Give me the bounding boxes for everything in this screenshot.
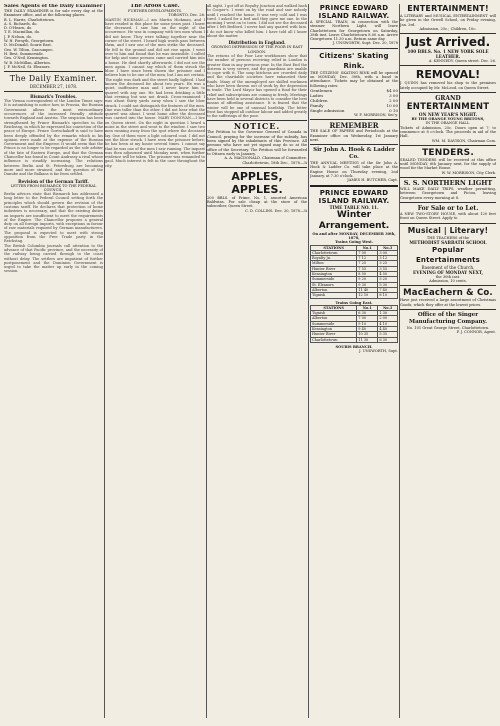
divider xyxy=(400,223,496,224)
musical-subtitle: THE TEACHERS of the xyxy=(426,235,470,240)
divider xyxy=(400,285,496,286)
timetable-cell: 8 50 xyxy=(357,272,378,277)
timetable-cell: Hunter River xyxy=(311,332,357,337)
divider xyxy=(400,65,496,66)
article-subtitle: LETTER FROM BISMARCK TO THE FEDERAL COUNCIL. xyxy=(10,183,97,192)
article-subtitle: FURTHER DEVELOPMENTS. xyxy=(128,9,182,13)
price-label: Single admission xyxy=(310,107,345,113)
railway-body: A SPECIAL TRAIN, in connection with the steamer Northern Light, will leave Charlottetown for Georgetown on Saturday, 28th inst. Leave Charlottetown 8.00 a.m. Arrive Georgetown 11.30 a.m. Return same day. xyxy=(310,20,398,42)
timetable-cell: Royalty Jn. xyxy=(311,256,357,261)
agent-item: B. L. Harris, Charlottetown. xyxy=(4,17,55,22)
apples-signature: C. D. COLLINS. Dec. 20, 1878—3i xyxy=(245,208,307,213)
divider xyxy=(400,33,496,34)
timetable-cell: Charlottetown xyxy=(311,250,357,255)
timetable-cell: Milton xyxy=(311,261,357,266)
divider xyxy=(310,119,398,120)
agent-item: T. E. Macmillan, do. xyxy=(4,30,41,35)
article-body: The British Columbia journals call attention to the advance of that Pacific province, and the necessity of the railway being carried through to the coast without delay. The settlers are impatient of further postponement and the Dominion Government is urged to take the matter up early in the coming session. xyxy=(4,243,103,274)
article-body: The Vienna correspondent of the London Times says: It is astonishing to notice how, in Prussia, the Russian Government allows the most extraordinary occurrences of the increased friendly attitude towards England and Austria. The suspicion has been strengthened by Prince Bismark's speeches in the Reichstag, in which he expressed his conviction of the peace of Europe. Prince Gortschakoff is said to have been deeply offended by the remarks which in his opinion were made at the expense of the Russian Government and the Emperor. It would seem that the Prince is no longer to be regarded as the sole arbiter of the fate of Eastern Europe, and that the German Chancellor has found in Count Andrassy a rival whose influence is steadily increasing. The relations between Berlin and St. Petersburg are becoming more and more strained, and the question of the Danube and the Balkans is far from settled. xyxy=(4,99,103,177)
divider xyxy=(4,71,103,72)
issue-date: DECEMBER 27, 1878. xyxy=(29,84,78,90)
singer-signature: P. J. CONNOR, Agent. xyxy=(456,330,496,335)
article-title: Revision of the German Tariff. xyxy=(18,178,89,184)
column-3 xyxy=(207,4,307,718)
railway-signature: J. UNSWORTH, Supt. xyxy=(359,349,398,354)
apples-title: APPLES, APPLES. xyxy=(231,169,283,196)
timetable-cell: Charlottetown xyxy=(311,337,357,342)
timetable-cell: 11 40 xyxy=(357,287,378,292)
timetable-cell: 3 55 xyxy=(378,266,398,271)
notice-body: The Petition to the Governor General of Canada in Council, praying for the increase of the subsidy, has been signed by the inhabitants of this Province. All persons who have not yet signed may do so at the office of the Secretary. The Petition will be forwarded to Ottawa early in January. xyxy=(207,130,307,156)
newspaper-page xyxy=(4,4,496,718)
musical-title: Musical | Literary! xyxy=(407,225,489,235)
entertainment-by: BY THE ORANGE YOUNG BRITONS, xyxy=(411,117,485,122)
agent-item: W. B. McMillan, Alberton. xyxy=(4,60,51,65)
basement-label: Basement of the Church, xyxy=(421,264,475,270)
column-rule xyxy=(308,4,309,718)
article-body: all night. I got off at Royalty Junction and walked back to Cooper's. I went on by the road and saw nobody until I reached the house. It was very cold and I was tired. I asked for a bed and they gave me one. In the morning I went on to town. I did not see the deceased after I left Bedford. I never had any quarrel with him. I do not know who killed him. I have told all I know about the matter. xyxy=(207,4,307,39)
timetable-header-cell: STATIONS xyxy=(311,245,357,250)
divider xyxy=(400,309,496,310)
agents-title: Sales Agents of the Daily Examiner xyxy=(4,4,103,9)
timetable-cell: 9 30 xyxy=(357,282,378,287)
divider xyxy=(400,202,496,203)
grand-label: GRAND xyxy=(435,95,461,103)
sale-body: A NEW TWO-STORY HOUSE, with about 120 feet front on Queen Street. Apply to xyxy=(400,211,496,221)
divider xyxy=(310,48,398,49)
sale-title: For Sale or to Let. xyxy=(417,204,479,212)
article-body: The returns of the Poor Law workhouses show that the number of persons receiving relief in London is greater than in any previous year. In the East End the distress is very severe, and the guardians are unable to cope with it. The soup kitchens are crowded daily and the charitable societies have exhausted their funds. Many of the unemployed are skilled workmen who have been thrown out of work by the depression in trade. The Lord Mayor has opened a fund for their relief and subscriptions are coming in freely. Meetings have been held in several districts to consider the best means of affording assistance. It is feared that the winter will be one of unusual hardship. The bitter frost has stopped all outdoor labour and added greatly to the sufferings of the poor. xyxy=(207,53,307,119)
just-arrived-title: Just Arrived. xyxy=(405,35,491,50)
date-label: the 30th inst. xyxy=(435,274,461,279)
timetable-cell: 3 00 xyxy=(378,250,398,255)
timetable-header-cell: No.1 xyxy=(357,305,378,310)
rink-body: THE CITIZENS' SKATING RINK will be opened on MONDAY, Dec. 30th, with a band in attendance. Tickets may be obtained at the following rates: xyxy=(310,70,398,88)
timetable-west xyxy=(310,245,398,299)
agent-item: J. F. McNeil, St. Eleanors. xyxy=(4,64,51,69)
maceachern-title: MacEachern & Co. xyxy=(403,288,493,299)
notice-title: NOTICE. xyxy=(233,121,281,132)
timetable-row xyxy=(311,337,398,342)
agents-list xyxy=(4,18,103,70)
commence-date: On and after MONDAY, DECEMBER 30th, 1878, xyxy=(312,231,396,240)
timetable-cell: 7 25 xyxy=(357,261,378,266)
evening-label: EVENING OF MONDAY NEXT, xyxy=(413,269,483,275)
entertainment-body: Tickets of Admission, 25c. Doors open at 7; to commence at 8 o'clock. The proceeds in aid of the Hall. xyxy=(400,125,496,139)
timetable-cell: 7 00 xyxy=(357,316,378,321)
column-2 xyxy=(105,4,205,718)
just-arrived-signature: A. KENNEDY, Queen street. Dec. 26. xyxy=(428,59,496,64)
just-arrived-body: 100 BBLS. No. 1 NEW YORK SOLE LEATHER. xyxy=(407,49,489,60)
timetable-cell: 8 10 xyxy=(378,293,398,298)
price-label: Gentlemen xyxy=(310,87,333,93)
timetable-cell: Kensington xyxy=(311,326,357,331)
popular-entertainments: Popular Entertainments xyxy=(415,245,481,264)
hook-ladder-signature: JAMES H. BUTCHER, Capt. xyxy=(347,178,398,183)
timetable-cell: 5 30 xyxy=(378,282,398,287)
timetable-cell: 11 30 xyxy=(357,337,378,342)
timetable-cell: 7 12 xyxy=(357,256,378,261)
apples-body: 200 BBLS. of Prime, No. 1, assorted American Baldwins. For sale cheap at the store of the subscriber, Queen Street. xyxy=(207,195,307,209)
column-5 xyxy=(400,4,496,718)
rink-price-list xyxy=(310,88,398,113)
timetable-cell: Alberton xyxy=(311,287,357,292)
methodist-label: METHODIST SABBATH SCHOOL xyxy=(409,239,487,245)
masthead: The Daily Examiner. xyxy=(9,74,98,84)
price-value: 10 00 xyxy=(386,102,398,108)
timetable-header-cell: No.3 xyxy=(378,305,398,310)
remember-title: REMEMBER xyxy=(329,121,379,131)
trains-west-label: Trains Going West. xyxy=(334,240,374,245)
timetable-cell: 3 12 xyxy=(378,256,398,261)
timetable-header-cell: No.1 xyxy=(357,245,378,250)
timetable-cell: 6 30 xyxy=(378,337,398,342)
divider xyxy=(400,92,496,93)
timetable-header-cell: No.3 xyxy=(378,245,398,250)
agent-item: A. S. Richards, do. xyxy=(4,21,38,26)
timetable-cell: Tignish xyxy=(311,311,357,316)
removal-title: REMOVAL! xyxy=(415,68,481,82)
hook-ladder-body: THE ANNUAL MEETING of the Sir John A. Hook & Ladder Co. will take place at the Engine House on Thursday evening, 2nd January, at 7.30 o'clock. xyxy=(310,161,398,179)
timetable-cell: 9 40 xyxy=(357,326,378,331)
maceachern-body: Have just received a large assortment of Christmas Goods, which they offer at the lowest prices. xyxy=(400,298,496,307)
column-4 xyxy=(310,4,398,718)
article-body: MARTIN HICKMAN.—I am Martin Hickman, and I have resided in this place for some years past. I knew the deceased. I saw him on the night of the occurrence. He was in company with two men whom I did not know. They were talking together near the corner of the street. I heard high words pass between them, and I saw one of the men strike the deceased. He fell to the ground and did not rise again. I went over to him and found that he was insensible. I called for help and some persons came and carried him into a house. He died shortly afterwards. I did not see the men again. I cannot say which of them struck the blow. I have since been shown the prisoner and I believe him to be one of the men, but I am not certain. The night was dark and the street badly lighted. I had known the deceased for about two years. He was a quiet, inoffensive man and I never knew him to quarrel with any one. He had been drinking a little that evening but was not drunk. Cross-examined: I was about thirty yards away when I saw the blow struck. I could not distinguish the features of the men. One was taller than the other. I did not hear what the quarrel was about. I went home after the deceased was carried into the house. MARY DONOVAN.—I live on Queen street. On the night in question I heard a noise in the street and went to the window. I saw two men running away from the spot where the deceased lay. One of them wore a light coloured coat. I did not see the blow struck. I have seen the prisoner before; he has been at my house several times. I cannot say that he was one of the men I saw running. The inquest was then adjourned until Monday next, when further evidence will be taken. The prisoner was remanded to gaol. Much interest is felt in the case throughout the city. xyxy=(105,17,205,168)
entertainment-title: ENTERTAINMENT! xyxy=(407,4,489,13)
timetable-cell: 3 25 xyxy=(378,261,398,266)
divider xyxy=(400,177,496,178)
timetable-cell: Alberton xyxy=(311,316,357,321)
article-title: Distribution in England. xyxy=(228,40,286,46)
timetable-cell: 12 10 xyxy=(357,293,378,298)
agent-item: Geo. O'Neil, Kensington. xyxy=(4,56,49,61)
admission-label: Admission, 10 cents. xyxy=(429,279,467,284)
notice-signature: A. A. MACDONALD. Chairman of Committee. Charlottetown, 18th Dec., 1878—3i xyxy=(224,156,307,165)
price-label: Children xyxy=(310,97,328,103)
article-subtitle: GROWING DEPRESSION OF THE POOR IN EAST LONDON. xyxy=(211,45,303,54)
railway-title: PRINCE EDWARD ISLAND RAILWAY. xyxy=(318,188,390,205)
divider xyxy=(310,144,398,145)
timetable-row xyxy=(311,293,398,298)
price-value: $4 00 xyxy=(386,87,398,93)
timetable-cell: 6 30 xyxy=(357,311,378,316)
timetable-cell: 2 00 xyxy=(378,316,398,321)
timetable-cell: 7 40 xyxy=(378,287,398,292)
price-label: Ladies xyxy=(310,92,324,98)
agent-item: W. H. Forsyth, Georgetown. xyxy=(4,39,55,44)
article-body: Berlin advices state that Bismarck has addressed a long letter to the Federal Council setting forth the principles which should govern the revision of the customs tariff. He declares that protection of home industries is necessary, and that the existing duties on imports are insufficient to meet the requirements of the Empire. The Chancellor proposes a general duty on all foreign imports, with exceptions in favour of raw materials required by German manufacturers. The proposal is expected to meet with strong opposition from the Free Trade party in the Reichstag. xyxy=(4,192,103,244)
divider xyxy=(400,145,496,146)
tenders-signature: W. W. MORRISON, City Clerk. xyxy=(441,170,496,175)
timetable-cell: 5 20 xyxy=(378,277,398,282)
timetable-cell: St. Eleanors xyxy=(311,282,357,287)
timetable-cell: Hunter River xyxy=(311,266,357,271)
timetable-cell: 7 00 xyxy=(357,250,378,255)
timetable-cell: 9 20 xyxy=(357,277,378,282)
timetable-cell: 5 35 xyxy=(378,332,398,337)
divider xyxy=(310,185,398,187)
timetable-cell: 4 40 xyxy=(378,326,398,331)
timetable-cell: Summerside xyxy=(311,321,357,326)
tenders-title: TENDERS. xyxy=(422,147,474,158)
timetable-cell: Summerside xyxy=(311,277,357,282)
rink-title: Citizens' Skating Rink. xyxy=(319,51,389,70)
divider xyxy=(207,167,307,168)
winter-arrangement-title: Winter Arrangement. xyxy=(318,209,390,231)
remember-body: THE SALE OF PAPERS and Periodicals at the Examiner office on Wednesday, 1st January next. xyxy=(310,129,398,142)
agent-item: H. Best, Summerside. xyxy=(4,51,44,56)
removal-body: J. QUINN has removed his shop to the premises lately occupied by Mr. McLeod, on Queen Street. xyxy=(400,81,496,90)
souris-branch-label: SOURIS BRANCH. xyxy=(335,344,373,349)
hook-ladder-title: Sir John A. Hook & Ladder Co. xyxy=(313,147,395,161)
timetable-cell: 7 55 xyxy=(357,266,378,271)
agent-item: Geo. W. Tilton, Cascumpec. xyxy=(4,47,54,52)
railway-title: PRINCE EDWARD ISLAND RAILWAY. xyxy=(318,4,390,20)
timetable-cell: Tignish xyxy=(311,293,357,298)
timetable-east xyxy=(310,305,398,343)
price-value: 3 00 xyxy=(389,92,398,98)
timetable-cell: 9 10 xyxy=(357,321,378,326)
agent-item: J. P. Nelson, do. xyxy=(4,34,32,39)
divider xyxy=(4,91,103,92)
timetable-cell: 10 35 xyxy=(357,332,378,337)
price-value: 0 10 xyxy=(389,107,398,113)
entertainment-admission: Admission, 25c.; Children, 10c. xyxy=(419,26,477,31)
agents-intro: THE DAILY EXAMINER is for sale every day at the Examiner office, and at the following places: xyxy=(4,9,103,18)
column-1 xyxy=(4,4,103,718)
rink-signature: W. F. MORRISON, Sec'y. xyxy=(354,112,398,117)
trains-east-label: Trains Going East. xyxy=(335,300,373,305)
article-title: Bismark's Troubles. xyxy=(30,94,77,100)
agent-item: D. McDonald, Souris East. xyxy=(4,43,52,48)
railway-signature: J. UNSWORTH, Supt. Dec. 20, 1878 xyxy=(332,41,398,46)
entertainment-body: A LITERARY and MUSICAL ENTERTAINMENT will be given in the Orwell School, on Friday evening, Jan. 3rd. xyxy=(400,14,496,27)
article-title: The Aroos Case. xyxy=(130,4,180,9)
ship-body: WILL MAKE DAILY TRIPS, weather permitting, between Georgetown and Pictou, leaving Georgetown every morning at 8. xyxy=(400,187,496,200)
timetable-number: TIME TABLE NO. 11. xyxy=(329,204,379,210)
entertainment-title: ENTERTAINMENT xyxy=(406,102,490,113)
price-value: 2 00 xyxy=(389,97,398,103)
timetable-header-cell: STATIONS xyxy=(311,305,357,310)
entertainment-signature: WM. M. DAVISON, Chairman Com. xyxy=(431,138,496,143)
timetable-cell: 4 50 xyxy=(378,272,398,277)
entertainment-subtitle: ON NEW YEAR'S NIGHT. xyxy=(418,112,478,118)
timetable-cell: 4 10 xyxy=(378,321,398,326)
tenders-body: SEALED TENDERS will be received at this office until MONDAY, 6th January next, for the supply of wood for the Market House. xyxy=(400,157,496,171)
singer-title: Office of the Singer Manufacturing Company. xyxy=(409,312,487,326)
dateline: TORONTO, Dec. 26. xyxy=(168,13,205,18)
entertainment-hall: IN THE ORANGE HALL. xyxy=(425,121,471,126)
timetable-cell: 1 30 xyxy=(378,311,398,316)
ship-title: S. S. NORTHERN LIGHT xyxy=(403,179,493,188)
agent-item: D. O'Hearn, do. xyxy=(4,26,33,31)
timetable-cell: Kensington xyxy=(311,272,357,277)
price-label: Family xyxy=(310,102,324,108)
singer-body: No. 101 Great George Street, Charlottetown. xyxy=(406,326,490,331)
